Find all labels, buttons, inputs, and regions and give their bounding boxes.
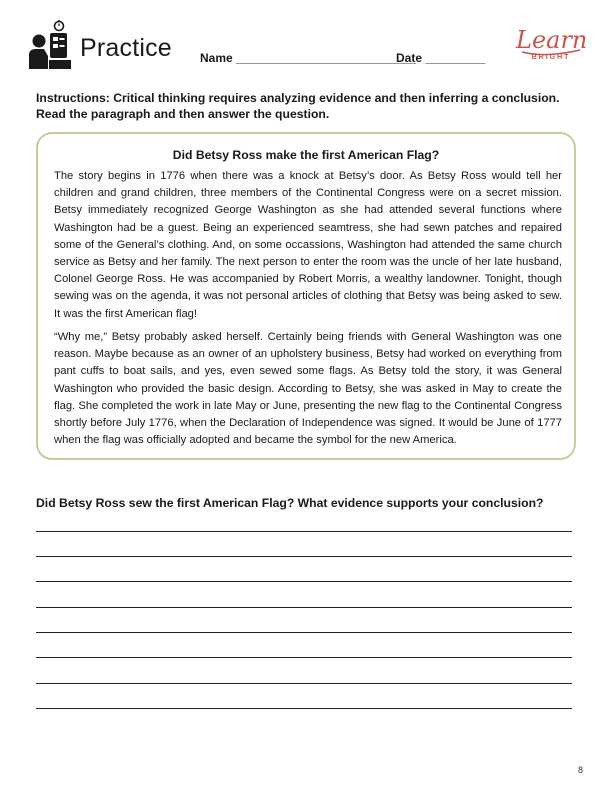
answer-line[interactable] [36, 708, 572, 709]
answer-line[interactable] [36, 556, 572, 557]
passage-paragraph-2: “Why me,” Betsy probably asked herself. Certainly being friends with General Washington was one reason. Maybe because as an owner of an upholstery business, Betsy had worked on everything from pant cuffs to boat sails, and yes, even sewed some flags. As Betsy told the story, it was General Washington who provided the basic design. According to Betsy, she was asked in May to create the flag. She completed the work in late May or June, presenting the new flag to the Continental Congress shortly before July 1776, when the Declaration of Independence was signed. It would be June of 1777 when the flag was officially adopted and became the symbol for the new America. [54, 331, 562, 447]
answer-line[interactable] [36, 607, 572, 608]
page-title: Practice [80, 34, 172, 62]
date-field[interactable]: Date _________ [396, 51, 486, 65]
answer-line[interactable] [36, 657, 572, 658]
learn-bright-logo [516, 22, 586, 66]
passage-title: Did Betsy Ross make the first American Flag? [172, 148, 440, 162]
name-field[interactable]: Name ___________________________ [200, 51, 417, 65]
answer-line[interactable] [36, 531, 572, 532]
logo-wordmark: Learn [516, 26, 588, 54]
student-practice-icon [28, 20, 76, 70]
question: Did Betsy Ross sew the first American Flag? What evidence supports your conclusion? [36, 496, 544, 510]
page-header [0, 0, 612, 80]
logo-subtext: BRIGHT [531, 54, 571, 61]
answer-line[interactable] [36, 683, 572, 684]
answer-line[interactable] [36, 632, 572, 633]
page-number: 8 [578, 765, 584, 775]
passage-box [36, 132, 576, 460]
answer-line[interactable] [36, 581, 572, 582]
passage-paragraph-1: The story begins in 1776 when there was a knock at Betsy’s door. As Betsy Ross would tell her children and grand children, three members of the Continental Congress were on a secret mission. Betsy immediately recognized George Washington as she had attended several functions where Washington had be a guest. Being an experienced seamtress, she had sewn patches and repaired some of the General’s clothing. And, on some occassions, Washington had attended the same church service as Betsy and her family. The next person to enter the room was the uncle of her late husband, Colonel George Ross. He was accompanied by Robert Morris, a wealthy landowner. Tonight, though sewing was on the agenda, it was not personal articles of clothing that Betsy was being asked to sew. It was the first American flag! [54, 170, 562, 320]
instructions: Instructions: Critical thinking requires analyzing evidence and then inferring a conclusion. Read the paragraph and then answer the question. [36, 91, 560, 121]
